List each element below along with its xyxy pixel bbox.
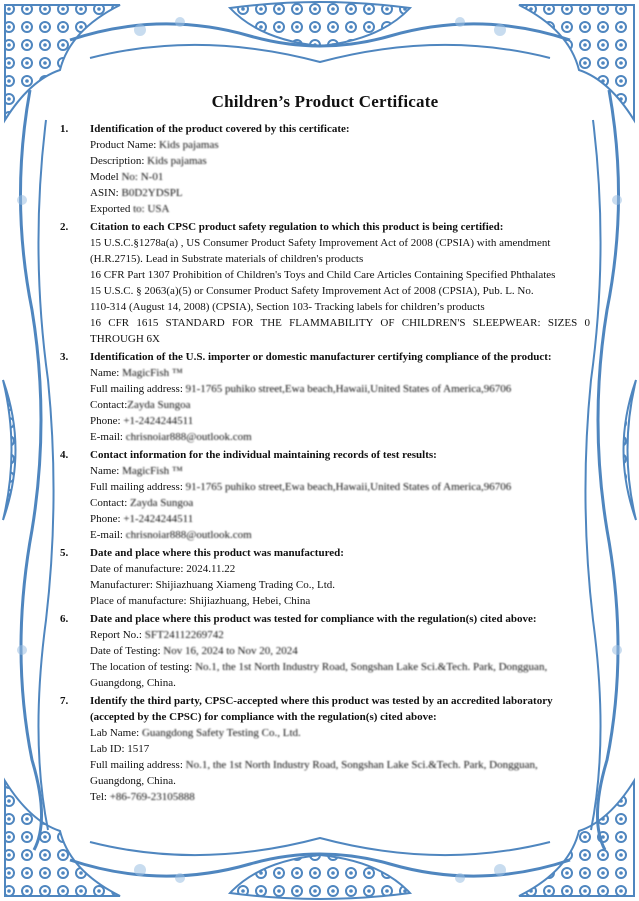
section-line — [90, 267, 590, 283]
section-line — [90, 643, 590, 659]
section-line — [90, 315, 590, 331]
section-line — [90, 397, 590, 413]
section-heading: Identification of the U.S. importer or domestic manufacturer certifying compliance of the product: — [90, 351, 552, 363]
section-line — [90, 463, 590, 479]
line-value: SFT24112269742 — [144, 629, 224, 641]
section-line — [90, 577, 590, 593]
section-line — [90, 773, 590, 789]
section-number: 4. — [60, 449, 69, 461]
section-number: 2. — [60, 221, 69, 233]
section-6 — [60, 611, 590, 691]
section-5 — [60, 545, 590, 609]
line-label: Contact: — [90, 497, 131, 509]
line-label: Product Name: — [90, 139, 160, 151]
line-label: Date of manufacture: 2024.11.22 — [90, 563, 236, 575]
section-heading: Citation to each CPSC product safety regulation to which this product is being certified: — [90, 221, 504, 233]
section-number: 3. — [60, 351, 69, 363]
line-label: E-mail: — [90, 431, 126, 443]
section-line — [90, 201, 590, 217]
section-2 — [60, 219, 590, 347]
section-line — [90, 627, 590, 643]
section-line — [90, 235, 590, 251]
section-number: 7. — [60, 695, 69, 707]
line-value: B0D2YDSPL — [121, 187, 183, 199]
section-line — [90, 365, 590, 381]
line-label: Phone: — [90, 513, 124, 525]
line-label: The location of testing: — [90, 661, 196, 673]
line-value: chrisnoiar888@outlook.com — [125, 431, 252, 443]
line-label: E-mail: — [90, 529, 126, 541]
line-label: Lab Name: — [90, 727, 142, 739]
section-line — [90, 251, 590, 267]
line-label: Report No.: — [90, 629, 145, 641]
section-line — [90, 511, 590, 527]
line-value: 91-1765 puhiko street,Ewa beach,Hawaii,United States of America,96706 — [185, 481, 512, 493]
section-line — [90, 659, 590, 675]
line-value: +1-2424244511 — [123, 513, 194, 525]
line-label: Phone: — [90, 415, 124, 427]
section-1 — [60, 121, 590, 217]
line-value: MagicFish ™ — [122, 465, 183, 477]
section-heading: Date and place where this product was manufactured: — [90, 547, 344, 559]
line-label: Place of manufacture: Shijiazhuang, Hebei, China — [90, 595, 311, 607]
line-value: Zayda Sungoa — [130, 497, 194, 509]
line-label: Full mailing address: — [90, 759, 186, 771]
section-line — [90, 789, 590, 805]
section-heading: Identification of the product covered by this certificate: — [90, 123, 350, 135]
section-7 — [60, 693, 590, 805]
line-value: +1-2424244511 — [123, 415, 194, 427]
section-heading: Date and place where this product was tested for compliance with the regulation(s) cited above: — [90, 613, 537, 625]
section-line — [90, 675, 590, 691]
sections-list — [60, 121, 590, 805]
line-label: Name: — [90, 367, 123, 379]
line-value: Kids pajamas — [147, 155, 207, 167]
section-number: 1. — [60, 123, 69, 135]
section-line — [90, 137, 590, 153]
section-line — [90, 593, 590, 609]
line-label: 110-314 (August 14, 2008) (CPSIA), Section 103- Tracking labels for children’s products — [90, 301, 485, 313]
line-label: Guangdong, China. — [90, 775, 176, 787]
line-label: 15 U.S.C.§1278a(a) , US Consumer Product Safety Improvement Act of 2008 (CPSIA) with amendment — [90, 237, 551, 249]
line-value: 91-1765 puhiko street,Ewa beach,Hawaii,United States of America,96706 — [185, 383, 512, 395]
section-3 — [60, 349, 590, 445]
line-label: 16 CFR 1615 STANDARD FOR THE FLAMMABILITY OF CHILDREN'S SLEEPWEAR: SIZES 0 — [90, 317, 590, 329]
section-line — [90, 381, 590, 397]
line-value: No: N-01 — [121, 171, 164, 183]
document-title: Children’s Product Certificate — [211, 92, 439, 111]
line-label: Date of Testing: — [90, 645, 164, 657]
line-label: Name: — [90, 465, 123, 477]
section-4 — [60, 447, 590, 543]
line-label: 15 U.S.C. § 2063(a)(5) or Consumer Product Safety Improvement Act of 2008 (CPSIA), Pub. L. No. — [90, 285, 534, 297]
line-value: MagicFish ™ — [122, 367, 183, 379]
section-line — [90, 561, 590, 577]
line-value: chrisnoiar888@outlook.com — [125, 529, 252, 541]
section-line — [90, 283, 590, 299]
section-line — [90, 495, 590, 511]
certificate-body — [60, 92, 590, 805]
line-label: Description: — [90, 155, 148, 167]
section-heading: Contact information for the individual maintaining records of test results: — [90, 449, 437, 461]
line-value: No.1, the 1st North Industry Road, Songshan Lake Sci.&Tech. Park, Dongguan, — [195, 661, 548, 673]
line-label: Contact: — [90, 399, 128, 411]
line-label: THROUGH 6X — [90, 333, 160, 345]
section-line — [90, 299, 590, 315]
line-value: +86-769-23105888 — [109, 791, 195, 803]
line-value: Kids pajamas — [159, 139, 219, 151]
line-value: Zayda Sungoa — [127, 399, 191, 411]
line-value: to: USA — [133, 203, 170, 215]
line-value: Nov 16, 2024 to Nov 20, 2024 — [163, 645, 298, 657]
line-label: Lab ID: 1517 — [90, 743, 150, 755]
line-label: ASIN: — [90, 187, 122, 199]
section-line — [90, 741, 590, 757]
section-heading: Identify the third party, CPSC-accepted where this product was tested by an accredited laboratory (accepted by the CPSC) for compliance with the regulation(s) cited above: — [90, 695, 553, 723]
section-line — [90, 153, 590, 169]
line-label: Model — [90, 171, 122, 183]
section-line — [90, 725, 590, 741]
section-line — [90, 185, 590, 201]
section-number: 6. — [60, 613, 69, 625]
line-value: No.1, the 1st North Industry Road, Songshan Lake Sci.&Tech. Park, Dongguan, — [185, 759, 538, 771]
section-line — [90, 479, 590, 495]
section-line — [90, 429, 590, 445]
line-label: Full mailing address: — [90, 481, 186, 493]
section-number: 5. — [60, 547, 69, 559]
section-line — [90, 331, 590, 347]
section-line — [90, 413, 590, 429]
line-label: Manufacturer: Shijiazhuang Xiameng Trading Co., Ltd. — [90, 579, 336, 591]
section-line — [90, 527, 590, 543]
line-label: Exported — [90, 203, 134, 215]
section-line — [90, 757, 590, 773]
line-label: Guangdong, China. — [90, 677, 176, 689]
line-label: Tel: — [90, 791, 110, 803]
line-label: 16 CFR Part 1307 Prohibition of Children's Toys and Child Care Articles Containing Specified Phthalates — [90, 269, 556, 281]
line-label: (H.R.2715). Lead in Substrate materials of children's products — [90, 253, 364, 265]
section-line — [90, 169, 590, 185]
line-value: Guangdong Safety Testing Co., Ltd. — [141, 727, 301, 739]
line-label: Full mailing address: — [90, 383, 186, 395]
